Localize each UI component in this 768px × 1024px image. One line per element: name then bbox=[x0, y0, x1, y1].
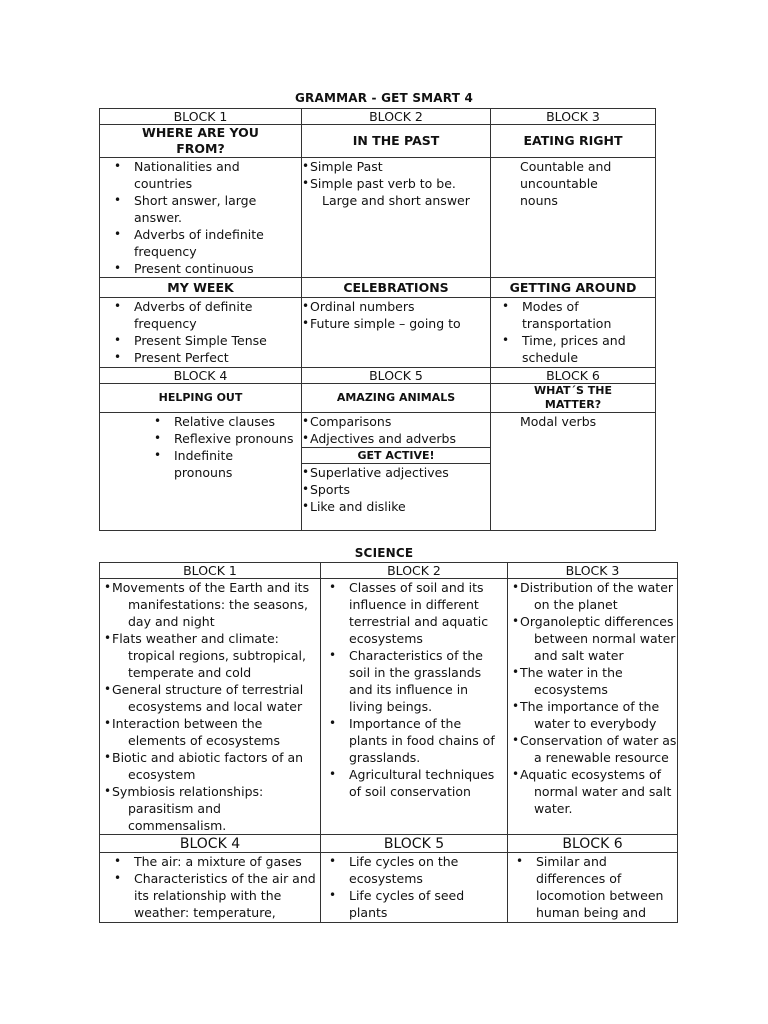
bullet-list bbox=[100, 298, 301, 366]
list-item: • Present continuous bbox=[134, 260, 301, 277]
grammar-theme bbox=[100, 125, 302, 158]
science-content-cell bbox=[321, 579, 508, 835]
science-content-cell bbox=[321, 853, 508, 923]
list-item: • Similar and differences of locomotion between human being and bbox=[536, 853, 677, 921]
science-table bbox=[99, 562, 678, 923]
grammar-theme: HELPING OUT bbox=[100, 384, 302, 413]
list-item: • Comparisons bbox=[310, 413, 490, 430]
grammar-block-header: BLOCK 1 bbox=[100, 109, 302, 125]
list-item: • Characteristics of the soil in the grasslands and its influence in living beings. bbox=[349, 647, 507, 715]
bullet-list bbox=[302, 158, 490, 192]
theme-label: WHAT´S THE MATTER? bbox=[534, 384, 612, 411]
science-content-cell bbox=[508, 853, 678, 923]
grammar-content-cell bbox=[491, 158, 656, 278]
bullet-list bbox=[321, 579, 508, 800]
list-item: • Nationalities and countries bbox=[134, 158, 301, 192]
grammar-content-cell bbox=[100, 298, 302, 368]
list-item bbox=[112, 715, 320, 749]
list-item-text: • The water in the ecosystems bbox=[520, 665, 623, 697]
grammar-content-cell bbox=[100, 158, 302, 278]
list-item: • Relative clauses bbox=[174, 413, 301, 430]
list-item: • Future simple – going to bbox=[310, 315, 490, 332]
list-item: • Reflexive pronouns bbox=[174, 430, 301, 447]
theme-label: WHERE ARE YOU FROM? bbox=[142, 125, 259, 156]
list-item: • Indefinite pronouns bbox=[174, 447, 248, 481]
list-item-text: • The importance of the water to everybody bbox=[520, 699, 660, 731]
grammar-theme: AMAZING ANIMALS bbox=[302, 384, 491, 413]
bullet-list bbox=[508, 853, 678, 921]
list-item-text: • Aquatic ecosystems of normal water and salt water. bbox=[520, 767, 672, 816]
list-item: • Like and dislike bbox=[310, 498, 490, 515]
list-item: • Simple Past bbox=[310, 158, 490, 175]
list-item-text: • Organoleptic differences between normal water and salt water bbox=[520, 614, 676, 663]
bullet-list bbox=[302, 413, 490, 447]
list-item: • Present Simple Tense bbox=[134, 332, 301, 349]
grammar-content-cell bbox=[302, 158, 491, 278]
list-item bbox=[112, 783, 320, 834]
bullet-list bbox=[302, 463, 490, 515]
list-item bbox=[112, 630, 320, 681]
grammar-block-header: BLOCK 4 bbox=[100, 368, 302, 384]
list-item bbox=[112, 579, 320, 630]
list-item-text: • Interaction between the elements of ecosystems bbox=[112, 716, 280, 748]
grammar-table bbox=[99, 108, 656, 531]
grammar-block-header: BLOCK 5 bbox=[302, 368, 491, 384]
grammar-content-cell bbox=[491, 413, 656, 531]
list-item: • Classes of soil and its influence in different terrestrial and aquatic ecosystems bbox=[349, 579, 507, 647]
list-item-text: • Movements of the Earth and its manifestations: the seasons, day and night bbox=[112, 580, 310, 629]
list-item: • Modes of transportation bbox=[522, 298, 655, 332]
list-item-text: • Flats weather and climate: tropical regions, subtropical, temperate and cold bbox=[112, 631, 306, 680]
list-item bbox=[520, 579, 677, 613]
list-item: • Adverbs of definite frequency bbox=[134, 298, 301, 332]
list-item: • Characteristics of the air and its relationship with the weather: temperature, bbox=[134, 870, 320, 921]
list-item bbox=[520, 698, 677, 732]
grammar-content-cell bbox=[491, 298, 656, 368]
bullet-list bbox=[100, 158, 301, 277]
bullet-list bbox=[491, 298, 656, 366]
grammar-theme: MY WEEK bbox=[100, 278, 302, 298]
plain-text: Countable and uncountable nouns bbox=[520, 159, 612, 208]
list-item: • Agricultural techniques of soil conservation bbox=[349, 766, 507, 800]
list-item: • Life cycles of seed plants bbox=[349, 887, 507, 921]
grammar-title: GRAMMAR - GET SMART 4 bbox=[294, 91, 474, 105]
science-title: SCIENCE bbox=[354, 546, 414, 560]
grammar-block-header: BLOCK 2 bbox=[302, 109, 491, 125]
grammar-theme bbox=[491, 384, 656, 413]
plain-text: Modal verbs bbox=[520, 414, 597, 429]
grammar-theme: EATING RIGHT bbox=[491, 125, 656, 158]
list-item bbox=[520, 664, 677, 698]
bullet-list bbox=[302, 298, 490, 332]
bullet-list bbox=[321, 853, 508, 921]
grammar-block-header: BLOCK 3 bbox=[491, 109, 656, 125]
science-block-header: BLOCK 3 bbox=[508, 563, 678, 579]
list-item bbox=[520, 766, 677, 817]
bullet-list bbox=[100, 579, 320, 834]
bullet-list bbox=[508, 579, 677, 817]
list-item: • Superlative adjectives bbox=[310, 464, 490, 481]
list-item bbox=[520, 732, 677, 766]
science-block-header: BLOCK 1 bbox=[100, 563, 321, 579]
sub-theme-get-active: GET ACTIVE! bbox=[302, 447, 490, 463]
list-item-text: • Conservation of water as a renewable resource bbox=[520, 733, 677, 765]
list-item: • Adjectives and adverbs bbox=[310, 430, 490, 447]
bullet-list bbox=[140, 413, 301, 481]
list-item: • Sports bbox=[310, 481, 490, 498]
grammar-block-header: BLOCK 6 bbox=[491, 368, 656, 384]
grammar-theme: CELEBRATIONS bbox=[302, 278, 491, 298]
list-item bbox=[112, 681, 320, 715]
grammar-theme: GETTING AROUND bbox=[491, 278, 656, 298]
grammar-content-cell bbox=[302, 298, 491, 368]
list-item-text: • General structure of terrestrial ecosystems and local water bbox=[112, 682, 304, 714]
list-item: • Present Perfect bbox=[134, 349, 301, 366]
plain-text: Large and short answer bbox=[322, 193, 470, 208]
science-block-header: BLOCK 6 bbox=[508, 835, 678, 853]
list-item bbox=[112, 749, 320, 783]
science-block-header: BLOCK 2 bbox=[321, 563, 508, 579]
list-item: • Short answer, large answer. bbox=[134, 192, 301, 226]
grammar-content-cell bbox=[100, 413, 302, 531]
list-item-text: • Distribution of the water on the planet bbox=[520, 580, 674, 612]
list-item: • Adverbs of indefinite frequency bbox=[134, 226, 301, 260]
science-content-cell bbox=[100, 579, 321, 835]
list-item: • Ordinal numbers bbox=[310, 298, 490, 315]
list-item-text: • Biotic and abiotic factors of an ecosystem bbox=[112, 750, 304, 782]
grammar-content-cell bbox=[302, 413, 491, 531]
list-item: • Importance of the plants in food chains of grasslands. bbox=[349, 715, 507, 766]
bullet-list bbox=[100, 853, 320, 921]
science-block-header: BLOCK 5 bbox=[321, 835, 508, 853]
grammar-theme: IN THE PAST bbox=[302, 125, 491, 158]
list-item bbox=[520, 613, 677, 664]
science-content-cell bbox=[508, 579, 678, 835]
list-item-text: • Symbiosis relationships: parasitism and commensalism. bbox=[112, 784, 264, 833]
list-item: • Life cycles on the ecosystems bbox=[349, 853, 507, 887]
science-block-header: BLOCK 4 bbox=[100, 835, 321, 853]
list-item: • Simple past verb to be. bbox=[310, 175, 490, 192]
list-item: • Time, prices and schedule bbox=[522, 332, 655, 366]
list-item: • The air: a mixture of gases bbox=[134, 853, 320, 870]
science-content-cell bbox=[100, 853, 321, 923]
